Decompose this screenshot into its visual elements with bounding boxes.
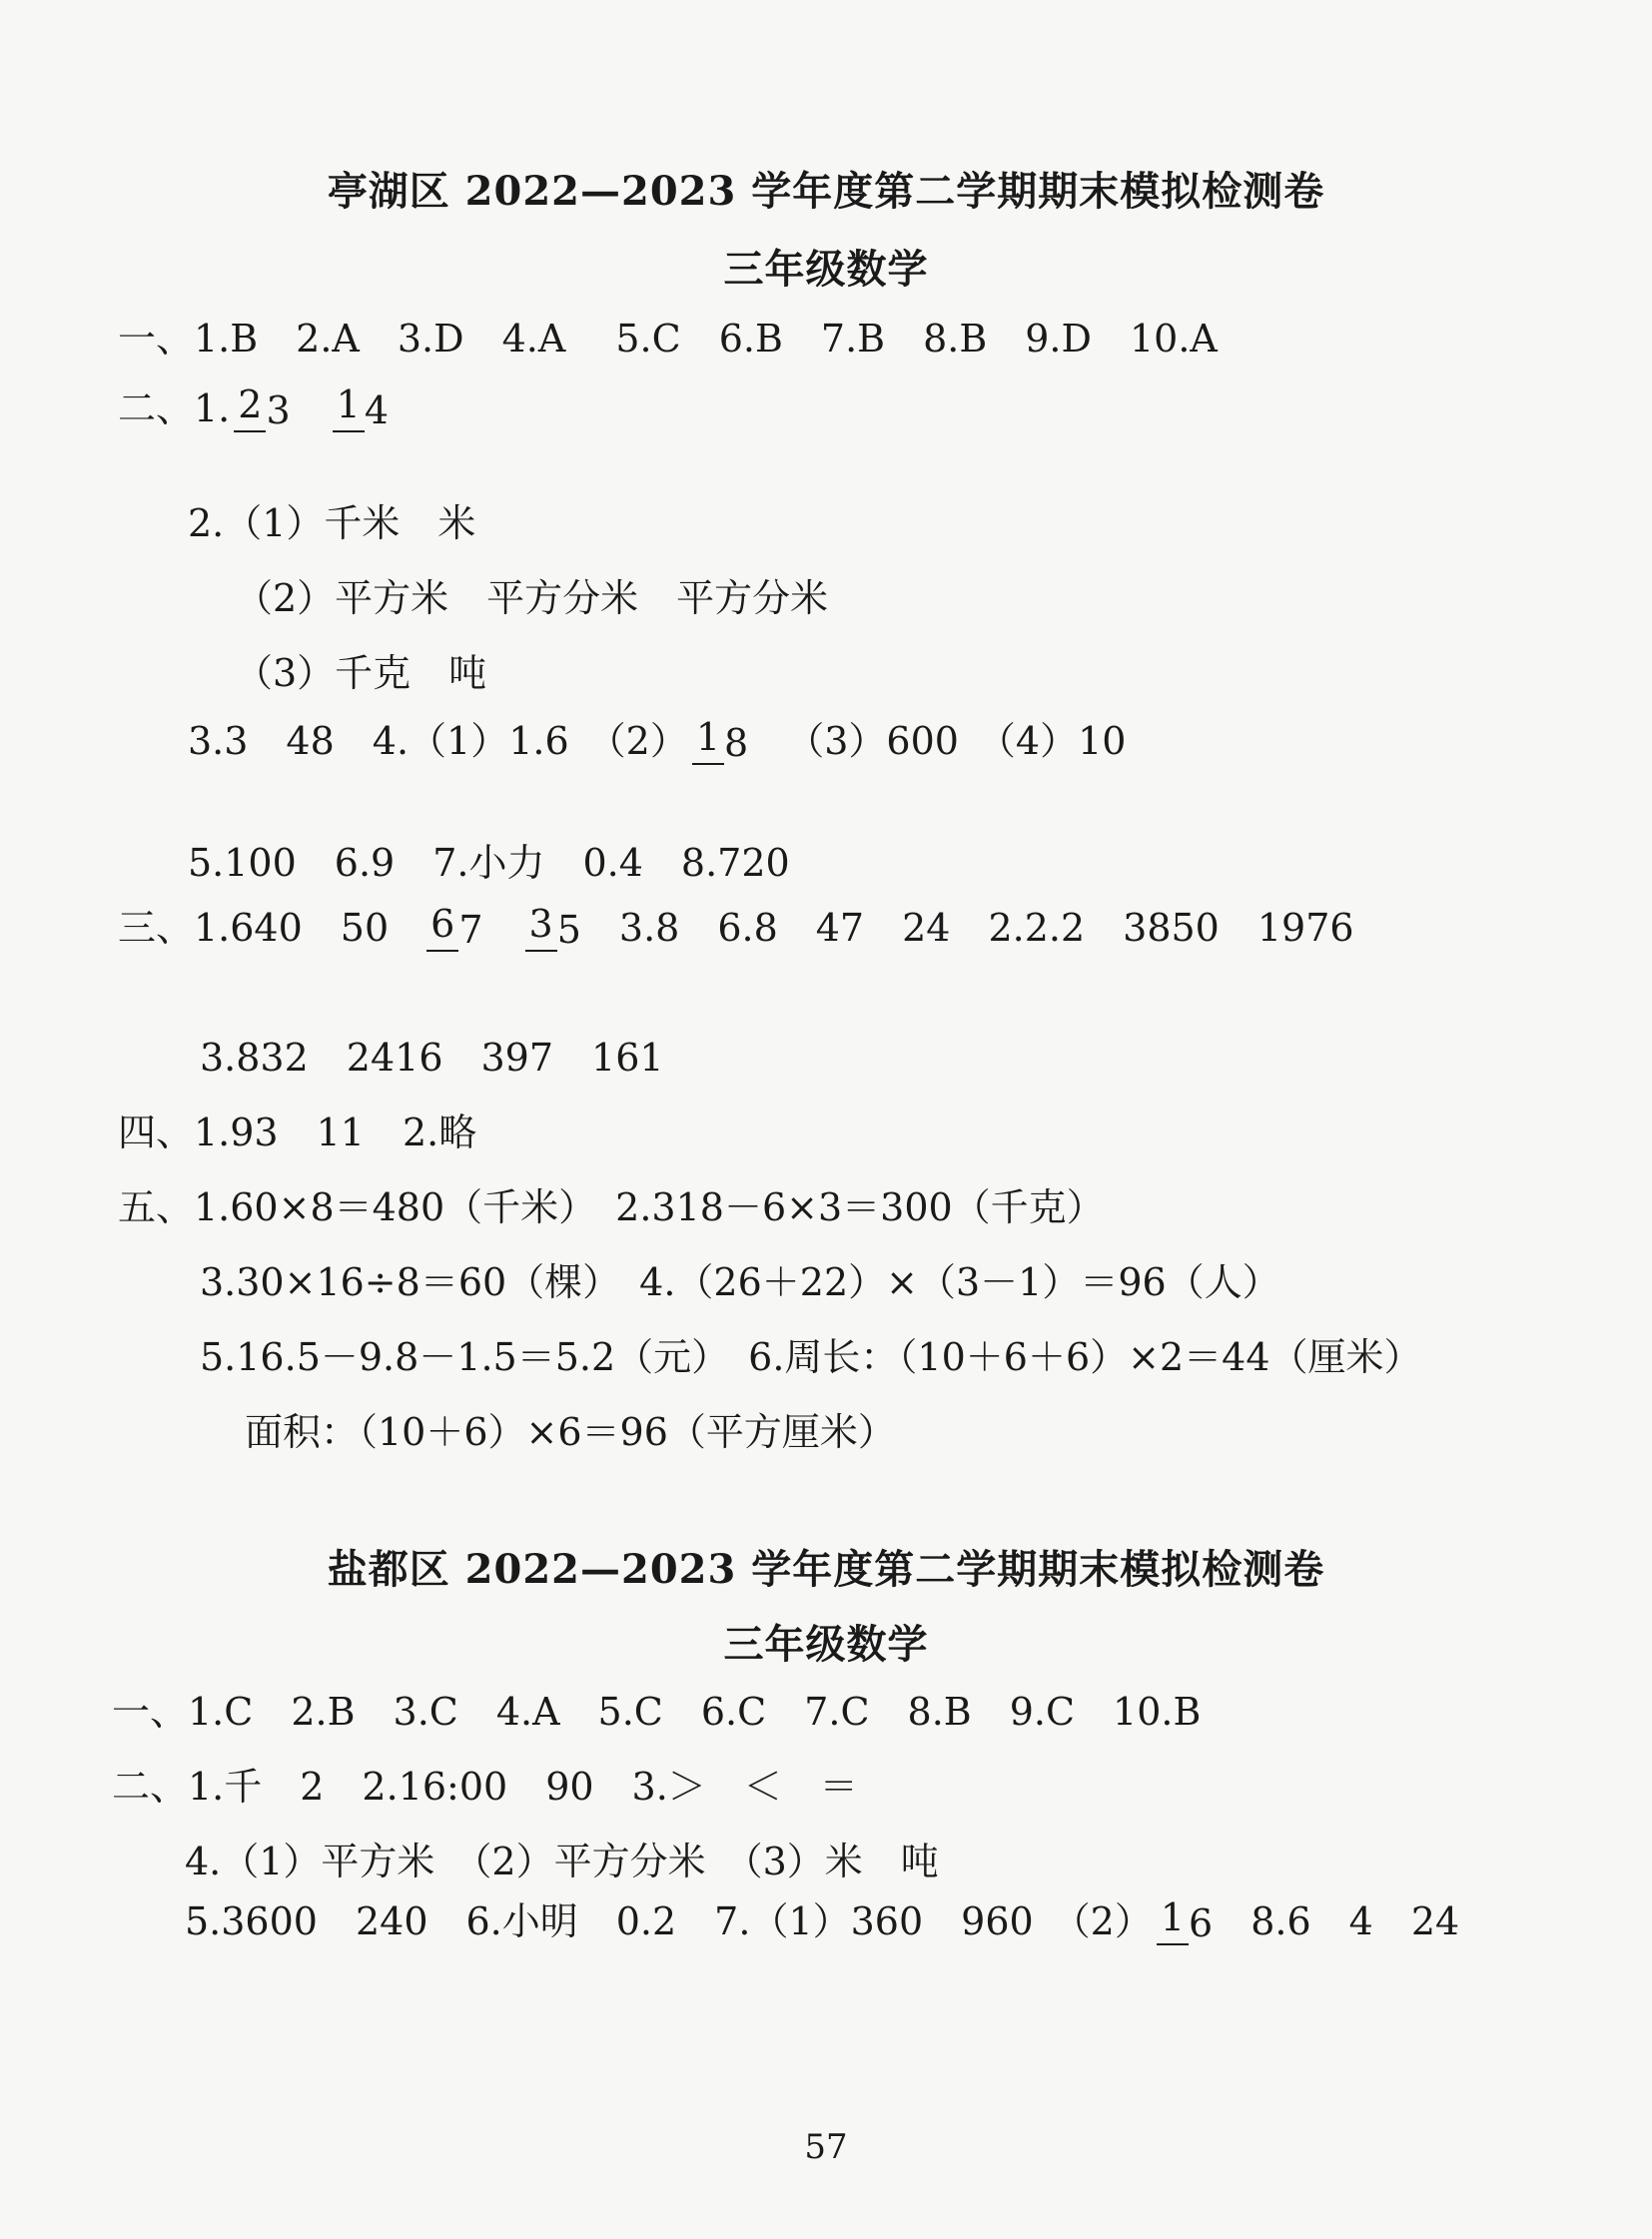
s2-p2-5 bbox=[185, 1897, 1459, 1945]
s1-p2-3-text-a: 3.3 48 4.（1）1.6 （2） bbox=[188, 718, 688, 763]
s1-p2-prefix: 二、1. bbox=[118, 385, 231, 430]
fraction: 2 3 bbox=[234, 384, 290, 432]
s2-part2: 二、1.千 2 2.16:00 90 3.＞ ＜ ＝ bbox=[112, 1765, 858, 1809]
s1-part2-line1 bbox=[118, 384, 393, 432]
section2-title: 盐都区 2022—2023 学年度第二学期期末模拟检测卷 bbox=[327, 1546, 1325, 1593]
s1-part5-line2: 3.30×16÷8＝60（棵） 4.（26＋22）×（3－1）＝96（人） bbox=[200, 1260, 1280, 1304]
s1-p3-text-a: 三、1.640 50 bbox=[118, 905, 390, 950]
fraction: 1 8 bbox=[692, 717, 748, 765]
s1-part3-line1 bbox=[118, 904, 1354, 952]
fraction: 1 6 bbox=[1157, 1897, 1213, 1945]
s2-p2-5-text-a: 5.3600 240 6.小明 0.2 7.（1）360 960 （2） bbox=[185, 1898, 1153, 1943]
s1-p2-3 bbox=[188, 717, 1126, 765]
section1-title: 亭湖区 2022—2023 学年度第二学期期末模拟检测卷 bbox=[327, 168, 1325, 215]
s1-part4: 四、1.93 11 2.略 bbox=[118, 1111, 477, 1154]
fraction: 1 4 bbox=[333, 384, 389, 432]
s1-p3-3: 3.832 2416 397 161 bbox=[200, 1036, 664, 1080]
fraction: 6 7 bbox=[426, 904, 482, 952]
section1-subtitle: 三年级数学 bbox=[723, 246, 929, 293]
page-number: 57 bbox=[804, 2127, 848, 2167]
s1-p2-2-1: 2.（1）千米 米 bbox=[188, 501, 476, 545]
s1-p2-3-text-b: （3）600 （4）10 bbox=[786, 718, 1127, 763]
section2-subtitle: 三年级数学 bbox=[723, 1621, 929, 1668]
s1-part5-line4: 面积：（10＋6）×6＝96（平方厘米） bbox=[245, 1410, 896, 1454]
s1-p2-2-3: （3）千克 吨 bbox=[235, 651, 487, 695]
s1-p2-2-2: （2）平方米 平方分米 平方分米 bbox=[235, 576, 829, 620]
s1-p2-5: 5.100 6.9 7.小力 0.4 8.720 bbox=[188, 841, 790, 885]
s1-part5-line3: 5.16.5－9.8－1.5＝5.2（元） 6.周长：（10＋6＋6）×2＝44（厘米） bbox=[200, 1335, 1422, 1379]
s1-part1: 一、1.B 2.A 3.D 4.A 5.C 6.B 7.B 8.B 9.D 10.A bbox=[118, 317, 1218, 361]
fraction: 3 5 bbox=[525, 904, 581, 952]
s2-p2-4: 4.（1）平方米 （2）平方分米 （3）米 吨 bbox=[185, 1840, 939, 1883]
s1-p3-text-b: 3.8 6.8 47 24 2.2.2 3850 1976 bbox=[618, 905, 1354, 950]
s2-p2-5-text-b: 8.6 4 24 bbox=[1250, 1898, 1460, 1943]
s1-part5-line1: 五、1.60×8＝480（千米） 2.318－6×3＝300（千克） bbox=[118, 1185, 1105, 1229]
s2-part1: 一、1.C 2.B 3.C 4.A 5.C 6.C 7.C 8.B 9.C 10.B bbox=[112, 1690, 1202, 1734]
